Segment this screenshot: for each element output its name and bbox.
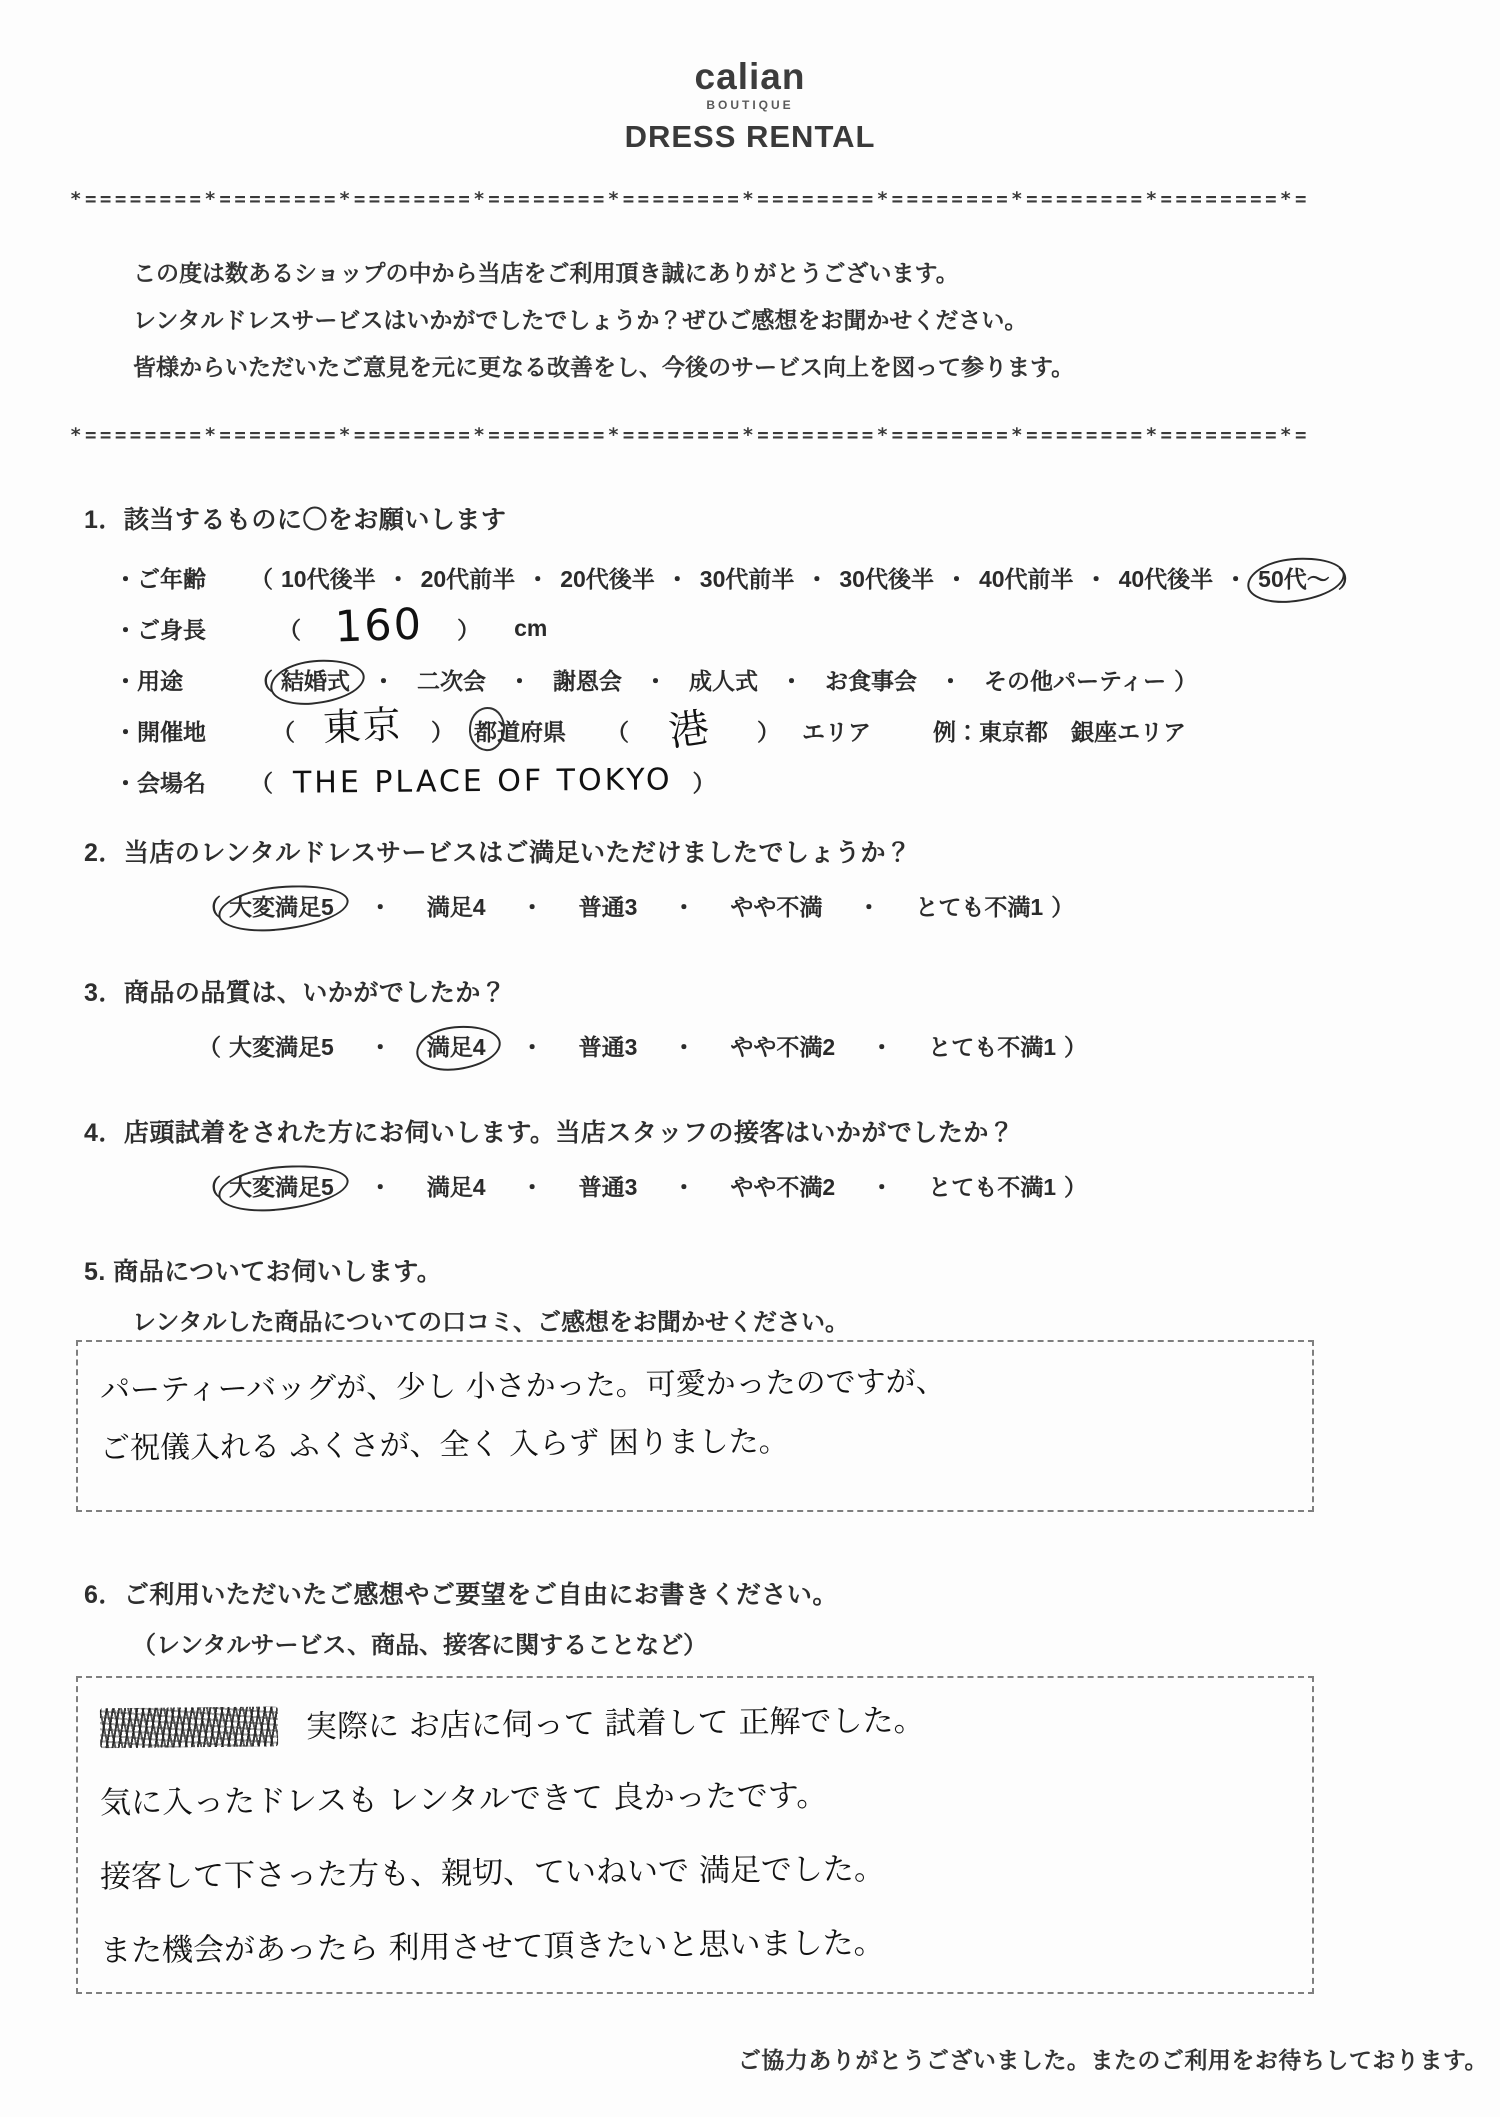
question-2-title: 2．当店のレンタルドレスサービスはご満足いただけましたでしょうか？ <box>84 839 912 867</box>
open-paren: （ <box>198 1034 221 1060</box>
option-separator: ・ <box>368 1174 392 1200</box>
open-paren: （ <box>250 668 273 694</box>
option-separator: ・ <box>870 1174 894 1200</box>
place-row <box>114 701 1484 756</box>
question-6-title: 6．ご利用いただいたご感想やご要望をご自由にお書きください。 <box>84 1581 838 1609</box>
option-2: 謝恩会 <box>553 668 622 694</box>
option-separator: ・ <box>508 668 531 694</box>
handwritten-answer-line: ご祝儀入れる ふくさが、全く 入らず 困りました。 <box>99 1424 789 1467</box>
close-paren: ） <box>1337 566 1361 592</box>
option-1: 満足4 <box>426 1174 486 1200</box>
intro-line: 皆様からいただいたご意見を元に更なる改善をし、今後のサービス向上を図って参ります。 <box>133 354 1075 380</box>
close-paren: ） <box>1063 1034 1087 1060</box>
option-separator: ・ <box>939 668 962 694</box>
option-1: 満足4 <box>426 1034 486 1060</box>
option-5: 40代前半 <box>978 566 1074 592</box>
question-1-title: 1．該当するものに〇をお願いします <box>84 506 507 534</box>
option-4: とても不満1 <box>928 1174 1056 1200</box>
close-paren: ） <box>457 617 481 643</box>
place-label: ・開催地 <box>114 719 206 745</box>
brand-logo-sub: BOUTIQUE <box>706 98 794 112</box>
question-2-options <box>192 889 1484 922</box>
footer-thanks: ご協力ありがとうございました。またのご利用をお待ちしております。 <box>737 2047 1488 2073</box>
option-2: 普通3 <box>578 894 638 920</box>
close-paren: ） <box>757 719 781 745</box>
option-separator: ・ <box>526 566 550 592</box>
option-separator: ・ <box>386 566 410 592</box>
option-3: やや不満 <box>730 894 823 920</box>
age-options <box>244 561 1367 594</box>
handwritten-answer-line: また機会があったら 利用させて頂きたいと思いました。 <box>99 1925 885 1970</box>
handwritten-answer-line: 気に入ったドレスも レンタルできて 良かったです。 <box>99 1777 828 1822</box>
option-0: 大変満足5 <box>229 894 334 920</box>
option-1: 二次会 <box>417 668 486 694</box>
option-6: 40代後半 <box>1118 566 1214 592</box>
area-example: 例：東京都 銀座エリア <box>933 719 1187 745</box>
option-2: 普通3 <box>578 1034 638 1060</box>
option-3: やや不満2 <box>730 1174 836 1200</box>
close-paren: ） <box>1174 668 1198 694</box>
option-3: 成人式 <box>689 668 758 694</box>
close-paren: ） <box>431 719 455 745</box>
open-paren: （ <box>198 894 221 920</box>
handwritten-prefecture-value: 東京 <box>321 701 404 751</box>
brand-logo: calian <box>694 56 806 97</box>
option-0: 10代後半 <box>281 566 376 592</box>
option-separator: ・ <box>1224 566 1248 592</box>
handwritten-area-value: 港 <box>665 704 714 756</box>
prefecture-suffix: 都道府県 <box>474 714 566 747</box>
option-separator: ・ <box>520 1174 544 1200</box>
option-5: その他パーティー <box>984 668 1167 694</box>
option-3: 30代前半 <box>699 566 795 592</box>
height-row <box>114 598 1484 654</box>
option-0: 大変満足5 <box>229 1034 334 1060</box>
option-0: 結婚式 <box>281 668 350 694</box>
document-header <box>0 58 1500 155</box>
option-4: お食事会 <box>825 668 917 694</box>
intro-paragraph <box>133 250 1074 391</box>
question-6 <box>84 1575 1484 1660</box>
handwritten-answer-line: 実際に お店に伺って 試着して 正解でした。 <box>100 1680 1301 1767</box>
option-4: とても不満1 <box>915 894 1044 920</box>
option-3: やや不満2 <box>730 1034 836 1060</box>
question-6-subtitle: （レンタルサービス、商品、接客に関することなど） <box>132 1632 708 1659</box>
option-2: 普通3 <box>578 1174 638 1200</box>
divider-line-bottom: *========*========*========*========*========*========*========*========*========*= <box>70 424 1310 446</box>
option-separator: ・ <box>520 1034 544 1060</box>
open-paren: （ <box>606 719 630 745</box>
option-1: 満足4 <box>426 894 486 920</box>
option-separator: ・ <box>870 1034 894 1060</box>
option-separator: ・ <box>520 894 544 920</box>
scribbled-text-mark <box>100 1706 278 1748</box>
handwritten-height-value: 160 <box>334 598 424 653</box>
open-paren: （ <box>250 770 273 796</box>
handwritten-answer-line: パーティーバッグが、少し 小さかった。可愛かったのですが、 <box>99 1364 946 1409</box>
question-5-title: 5. 商品についてお伺いします。 <box>84 1258 443 1286</box>
option-separator: ・ <box>672 1174 696 1200</box>
question-5-subtitle: レンタルした商品についての口コミ、ご感想をお聞かせください。 <box>132 1309 849 1336</box>
open-paren: （ <box>272 719 295 745</box>
close-paren: ） <box>1063 1174 1087 1200</box>
age-row <box>114 552 1484 603</box>
option-separator: ・ <box>805 566 829 592</box>
open-paren: （ <box>250 566 273 592</box>
purpose-row <box>114 654 1484 705</box>
question-1 <box>84 500 1484 807</box>
purpose-label: ・用途 <box>114 668 183 694</box>
q5-answer-box <box>76 1340 1314 1512</box>
close-paren: ） <box>692 770 716 796</box>
purpose-options <box>244 663 1203 696</box>
question-5 <box>84 1252 1484 1337</box>
question-4-options <box>192 1169 1484 1202</box>
open-paren: （ <box>198 1174 221 1200</box>
option-separator: ・ <box>857 894 881 920</box>
option-separator: ・ <box>644 668 667 694</box>
height-label: ・ご身長 <box>114 617 206 643</box>
option-4: 30代後半 <box>839 566 934 592</box>
option-0: 大変満足5 <box>229 1174 334 1200</box>
option-separator: ・ <box>780 668 803 694</box>
option-separator: ・ <box>372 668 395 694</box>
option-separator: ・ <box>1084 566 1108 592</box>
document-title: DRESS RENTAL <box>624 119 876 154</box>
option-1: 20代前半 <box>420 566 516 592</box>
venue-label: ・会場名 <box>114 770 206 796</box>
question-4 <box>84 1113 1484 1202</box>
age-label: ・ご年齢 <box>114 566 206 592</box>
divider-line-top: *========*========*========*========*========*========*========*========*========*= <box>70 188 1310 210</box>
option-separator: ・ <box>672 894 696 920</box>
question-3-options <box>192 1029 1484 1062</box>
option-separator: ・ <box>665 566 689 592</box>
open-paren: （ <box>278 617 301 643</box>
option-4: とても不満1 <box>928 1034 1056 1060</box>
height-unit: cm <box>514 615 548 641</box>
question-2 <box>84 833 1484 922</box>
option-separator: ・ <box>368 1034 392 1060</box>
option-7: 50代～ <box>1258 566 1330 592</box>
option-2: 20代後半 <box>560 566 655 592</box>
question-3 <box>84 973 1484 1062</box>
handwritten-answer-line: 接客して下さった方も、親切、ていねいで 満足でした。 <box>99 1851 886 1896</box>
option-separator: ・ <box>672 1034 696 1060</box>
intro-line: この度は数あるショップの中から当店をご利用頂き誠にありがとうございます。 <box>133 260 959 286</box>
option-separator: ・ <box>944 566 968 592</box>
close-paren: ） <box>1051 894 1075 920</box>
venue-row <box>114 756 1484 807</box>
handwritten-venue-value: THE PLACE OF TOKYO <box>292 762 673 801</box>
question-4-title: 4．店頭試着をされた方にお伺いします。当店スタッフの接客はいかがでしたか？ <box>84 1119 1015 1147</box>
option-separator: ・ <box>368 894 392 920</box>
intro-line: レンタルドレスサービスはいかがでしたでしょうか？ぜひご感想をお聞かせください。 <box>133 307 1028 333</box>
question-3-title: 3．商品の品質は、いかがでしたか？ <box>84 979 507 1007</box>
area-suffix: エリア <box>802 719 872 745</box>
q6-answer-box <box>76 1676 1314 1994</box>
